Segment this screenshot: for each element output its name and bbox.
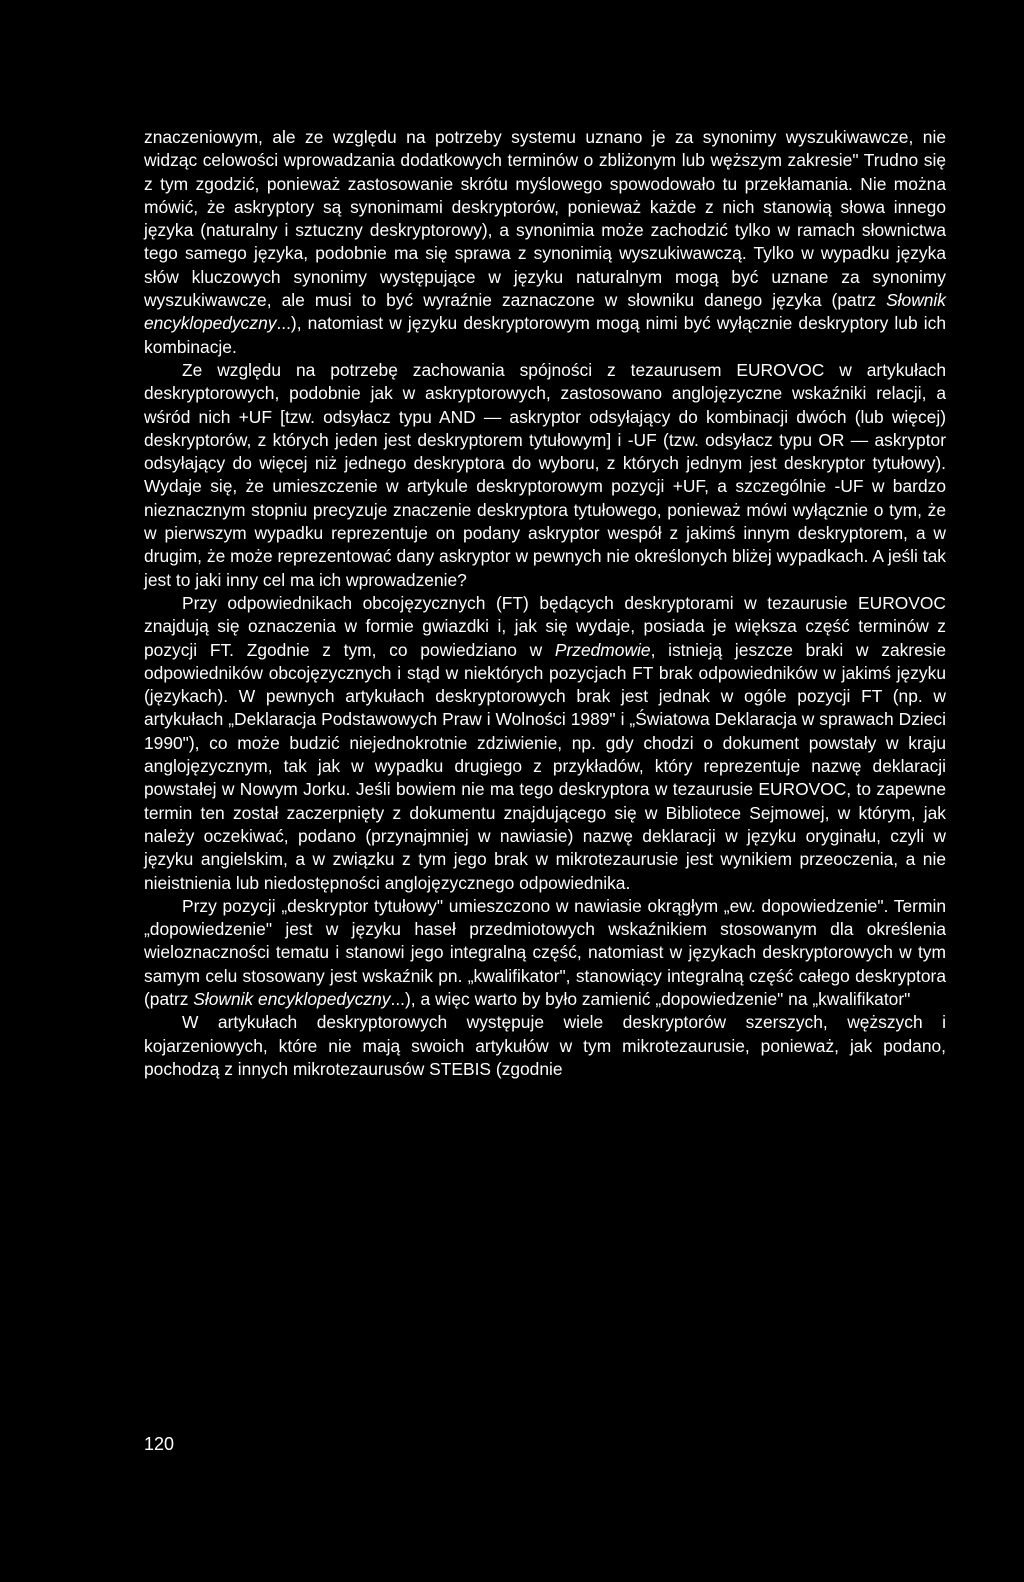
paragraph-1-italic-title: Słownik encyklopedyczny	[144, 290, 946, 334]
page-number: 120	[144, 1434, 175, 1454]
paragraph-5-text-1: W artykułach deskryptorowych występuje wiele deskryptorów szerszych, węższych i kojarzeniowych, które nie mają swoich artykułów w tym mikrotezaurusie, ponieważ, jak podano, pochodzą z innych mikrotezaurusów STEBIS (zgodnie	[144, 1012, 946, 1079]
paragraph-3-text-2: , istnieją jeszcze braki w zakresie odpowiedników obcojęzycznych i stąd w niektórych pozycjach FT brak odpowiedników w jakimś języku (językach). W pewnych artykułach deskryptorowych brak jest jednak w ogóle pozycji FT (np. w artykułach „Deklaracja Podstawowych Praw i Wolności 1989" i „Światowa Deklaracja w sprawach Dzieci 1990"), co może budzić niejednokrotnie zdziwienie, np. gdy chodzi o dokument powstały w kraju anglojęzycznym, tak jak w wypadku drugiego z przykładów, który reprezentuje nazwę deklaracji powstałej w Nowym Jorku. Jeśli bowiem nie ma tego deskryptora w tezaurusie EUROVOC, to zapewne termin ten został zaczerpnięty z dokumentu znajdującego się w Bibliotece Sejmowej, w którym, jak należy oczekiwać, podano (przynajmniej w nawiasie) nazwę deklaracji w języku oryginału, czyli w języku angielskim, a w związku z tym jego brak w mikrotezaurusie jest wynikiem przeoczenia, a nie nieistnienia lub niedostępności anglojęzycznego odpowiednika.	[144, 639, 946, 893]
body-text	[144, 126, 946, 1081]
paragraph-4-text-1: Przy pozycji „deskryptor tytułowy" umieszczono w nawiasie okrągłym „ew. dopowiedzenie". Termin „dopowiedzenie" jest w języku haseł przedmiotowych wskaźnikiem stosowanym dla określenia wieloznaczności tematu i stanowi jego integralną część, natomiast w językach deskryptorowych w tym samym celu stosowany jest wskaźnik pn. „kwalifikator", stanowiący integralną część całego deskryptora (patrz	[144, 895, 946, 1009]
paragraph-1-text-2: ...), natomiast w języku deskryptorowym mogą nimi być wyłącznie deskryptory lub ich kombinacje.	[144, 313, 946, 357]
paragraph-2-text-1: Ze względu na potrzebę zachowania spójności z tezaurusem EUROVOC w artykułach deskryptorowych, podobnie jak w askryptorowych, zastosowano anglojęzyczne wskaźniki relacji, a wśród nich +UF [tzw. odsyłacz typu AND — askryptor odsyłający do kombinacji dwóch (lub więcej) deskryptorów, z których jeden jest deskryptorem tytułowym] i -UF (tzw. odsyłacz typu OR — askryptor odsyłający do więcej niż jednego deskryptora do wyboru, z których jednym jest deskryptor tytułowy). Wydaje się, że umieszczenie w artykule deskryptorowym pozycji +UF, a szczególnie -UF w bardzo nieznacznym stopniu precyzuje znaczenie deskryptora tytułowego, ponieważ mówi wyłącznie o tym, że w pierwszym wypadku reprezentuje on podany askryptor wespół z jakimś innym deskryptorem, a w drugim, że może reprezentować dany askryptor w pewnych nie określonych bliżej wypadkach. A jeśli tak jest to jaki inny cel ma ich wprowadzenie?	[144, 359, 946, 590]
paragraph-3-text-1: Przy odpowiednikach obcojęzycznych (FT) będących deskryptorami w tezaurusie EUROVOC znajdują się oznaczenia w formie gwiazdki i, jak się wydaje, posiada je większa część terminów z pozycji FT. Zgodnie z tym, co powiedziano w	[144, 592, 946, 660]
paragraph-1	[144, 126, 946, 359]
paragraph-1-text-1: znaczeniowym, ale ze względu na potrzeby systemu uznano je za synonimy wyszukiwawcze, nie widząc celowości wprowadzania dodatkowych terminów o zbliżonym lub węższym zakresie" Trudno się z tym zgodzić, ponieważ zastosowanie skrótu myślowego spowodowało tu przekłamania. Nie można mówić, że askryptory są synonimami deskryptorów, ponieważ każde z nich stanowią słowa innego języka (naturalny i sztuczny deskryptorowy), a synonimia może zachodzić tylko w ramach słownictwa tego samego języka, podobnie ma się sprawa z synonimią wyszukiwawczą. Tylko w wypadku języka słów kluczowych synonimy występujące w języku naturalnym mogą być uznane za synonimy wyszukiwawcze, ale musi to być wyraźnie zaznaczone w słowniku danego języka (patrz	[144, 127, 946, 311]
paragraph-4-text-2: ...), a więc warto by było zamienić „dopowiedzenie" na „kwalifikator"	[390, 988, 911, 1009]
paragraph-3-italic-title: Przedmowie	[554, 639, 651, 660]
paragraph-2	[144, 359, 946, 592]
paragraph-3	[144, 592, 946, 895]
paragraph-4	[144, 895, 946, 1011]
paragraph-5	[144, 1011, 946, 1081]
paragraph-4-italic-title: Słownik encyklopedyczny	[193, 988, 391, 1009]
